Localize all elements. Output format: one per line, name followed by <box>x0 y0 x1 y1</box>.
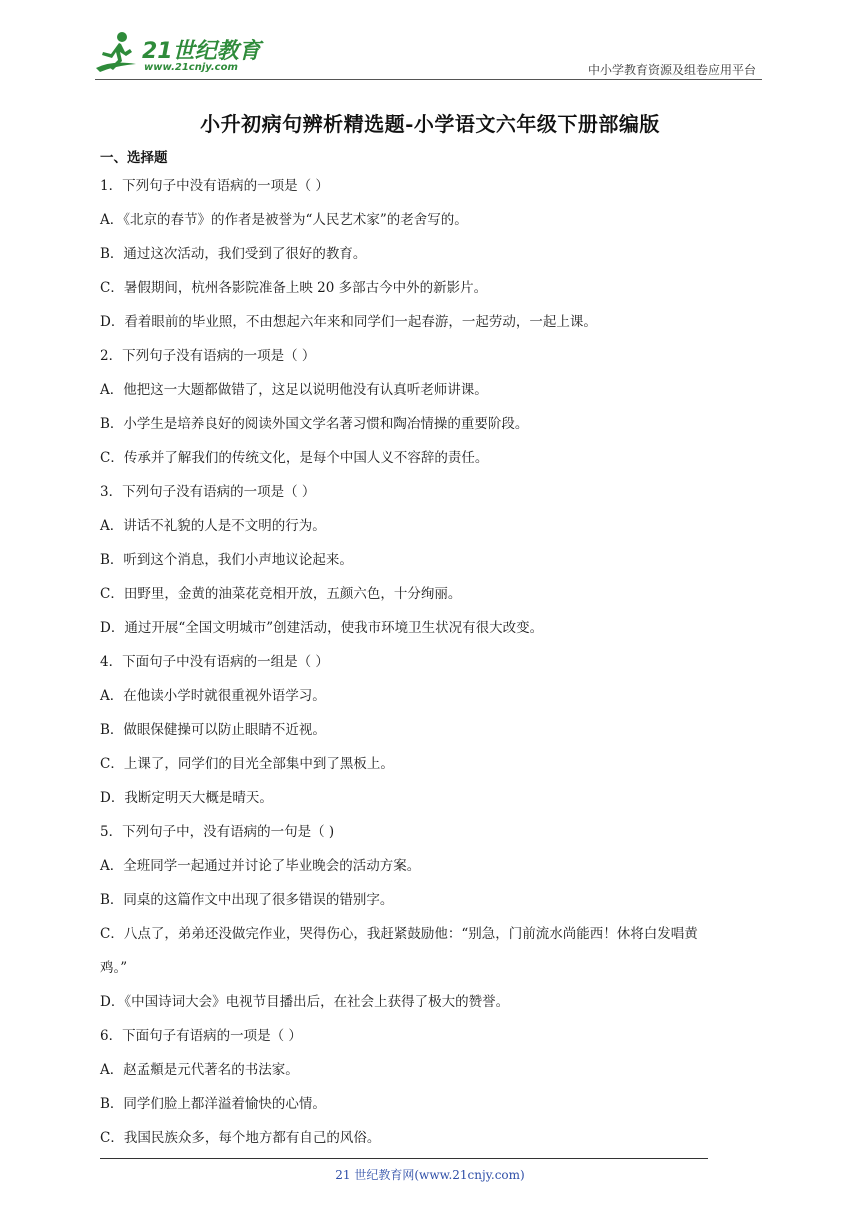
logo-text: 21世纪教育 <box>142 39 261 64</box>
header-divider <box>95 79 762 80</box>
question-line: A．赵孟頫是元代著名的书法家。 <box>100 1062 299 1078</box>
question-line: B．小学生是培养良好的阅读外国文学名著习惯和陶冶情操的重要阶段。 <box>100 416 529 432</box>
question-line: 鸡。” <box>100 960 128 976</box>
question-line: C．我国民族众多，每个地方都有自己的风俗。 <box>100 1130 381 1146</box>
question-line: C．田野里，金黄的油菜花竞相开放，五颜六色，十分绚丽。 <box>100 586 462 602</box>
section-heading: 一、选择题 <box>100 150 168 166</box>
question-line: B．通过这次活动，我们受到了很好的教育。 <box>100 246 367 262</box>
page-footer: 21 世纪教育网(www.21cnjy.com) <box>335 1168 525 1182</box>
question-line: D．《中国诗词大会》电视节目播出后，在社会上获得了极大的赞誉。 <box>100 994 510 1010</box>
question-line: B．听到这个消息，我们小声地议论起来。 <box>100 552 353 568</box>
question-line: D．我断定明天大概是晴天。 <box>100 790 273 806</box>
question-line: C．传承并了解我们的传统文化，是每个中国人义不容辞的责任。 <box>100 450 489 466</box>
site-logo <box>92 30 262 78</box>
question-line: D．看着眼前的毕业照，不由想起六年来和同学们一起春游，一起劳动，一起上课。 <box>100 314 597 330</box>
page-header <box>0 0 860 84</box>
question-line: 4．下面句子中没有语病的一组是（ ） <box>100 654 329 670</box>
question-line: A．他把这一大题都做错了，这足以说明他没有认真听老师讲课。 <box>100 382 488 398</box>
question-line: A．在他读小学时就很重视外语学习。 <box>100 688 326 704</box>
question-line: 1．下列句子中没有语病的一项是（ ） <box>100 178 329 194</box>
question-line: B．同学们脸上都洋溢着愉快的心情。 <box>100 1096 326 1112</box>
question-line: A．讲话不礼貌的人是不文明的行为。 <box>100 518 326 534</box>
footer-divider <box>100 1158 708 1159</box>
question-line: A．《北京的春节》的作者是被誉为“人民艺术家”的老舍写的。 <box>100 212 468 228</box>
platform-label: 中小学教育资源及组卷应用平台 <box>587 63 756 77</box>
question-line: 5．下列句子中，没有语病的一句是（ ) <box>100 824 335 840</box>
question-line: C．暑假期间，杭州各影院准备上映 20 多部古今中外的新影片。 <box>100 280 488 296</box>
question-line: D．通过开展“全国文明城市”创建活动，使我市环境卫生状况有很大改变。 <box>100 620 544 636</box>
question-line: 2．下列句子没有语病的一项是（ ） <box>100 348 316 364</box>
runner-logo-icon <box>92 30 142 76</box>
page-title: 小升初病句辨析精选题-小学语文六年级下册部编版 <box>200 112 660 136</box>
question-line: 6．下面句子有语病的一项是（ ） <box>100 1028 302 1044</box>
question-line: C．上课了，同学们的目光全部集中到了黑板上。 <box>100 756 394 772</box>
question-line: A．全班同学一起通过并讨论了毕业晚会的活动方案。 <box>100 858 421 874</box>
question-line: B．做眼保健操可以防止眼睛不近视。 <box>100 722 326 738</box>
logo-url: www.21cnjy.com <box>144 62 238 73</box>
question-line: 3．下列句子没有语病的一项是（ ） <box>100 484 316 500</box>
question-line: B．同桌的这篇作文中出现了很多错误的错别字。 <box>100 892 394 908</box>
question-line: C．八点了，弟弟还没做完作业，哭得伤心，我赶紧鼓励他：“别急，门前流水尚能西！休将白发唱黄 <box>100 926 698 942</box>
